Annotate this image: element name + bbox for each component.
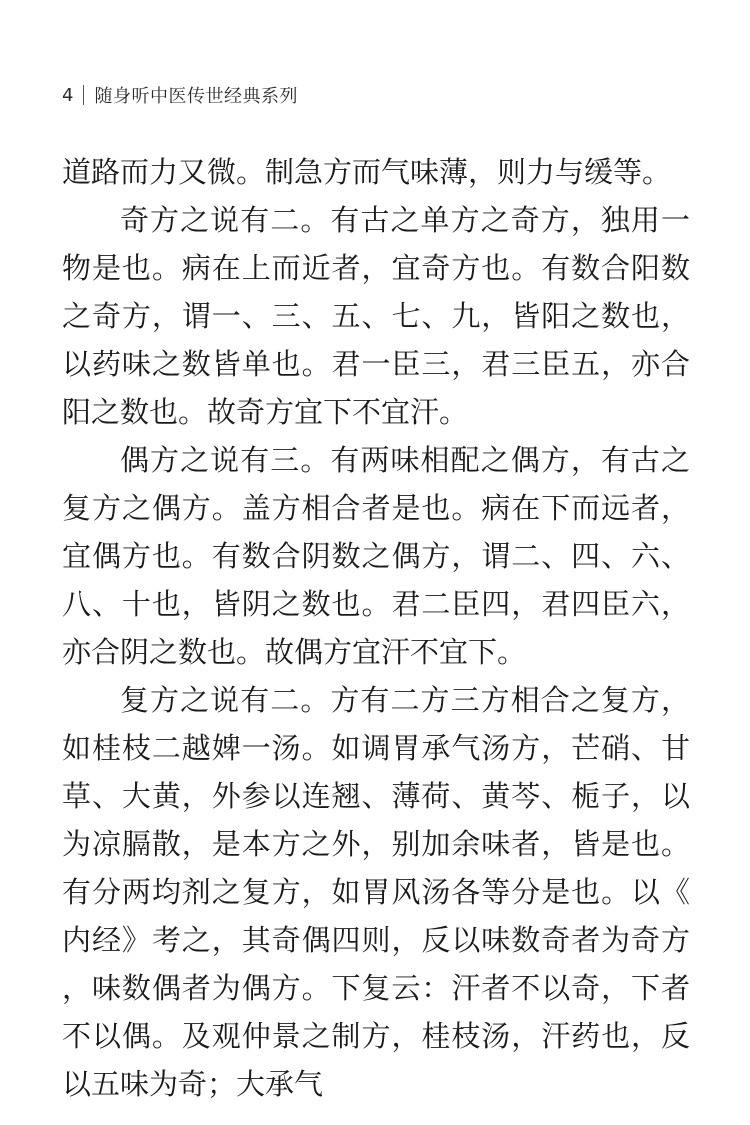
series-title: 随身听中医传世经典系列 <box>94 86 298 107</box>
paragraph-odd-formula: 奇方之说有二。有古之单方之奇方，独用一物是也。病在上而近者，宜奇方也。有数合阳数之奇方，谓一、三、五、七、九，皆阳之数也，以药味之数皆单也。君一臣三，君三臣五，亦合阳之数也。故奇方宜下不宜汗。 <box>62 203 690 429</box>
paragraph-compound-formula: 复方之说有二。方有二方三方相合之复方，如桂枝二越婢一汤。如调胃承气汤方，芒硝、甘草、大黄，外参以连翘、薄荷、黄芩、栀子，以为凉膈散，是本方之外，别加余味者，皆是也。有分两均剂之复方，如胃风汤各等分是也。以《内经》考之，其奇偶四则，反以味数奇者为奇方，味数偶者为偶方。下复云：汗者不以奇，下者不以偶。及观仲景之制方，桂枝汤，汗药也，反以五味为奇；大承气 <box>62 683 690 1101</box>
page-number: 4 <box>62 84 74 106</box>
paragraph-continuation: 道路而力又微。制急方而气味薄，则力与缓等。 <box>62 155 672 189</box>
paragraph-even-formula: 偶方之说有三。有两味相配之偶方，有古之复方之偶方。盖方相合者是也。病在下而远者，宜偶方也。有数合阴数之偶方，谓二、四、六、八、十也，皆阴之数也。君二臣四，君四臣六，亦合阴之数也。故偶方宜汗不宜下。 <box>62 443 690 669</box>
running-header <box>62 80 298 110</box>
body-text <box>62 148 690 1108</box>
header-divider <box>83 85 84 105</box>
